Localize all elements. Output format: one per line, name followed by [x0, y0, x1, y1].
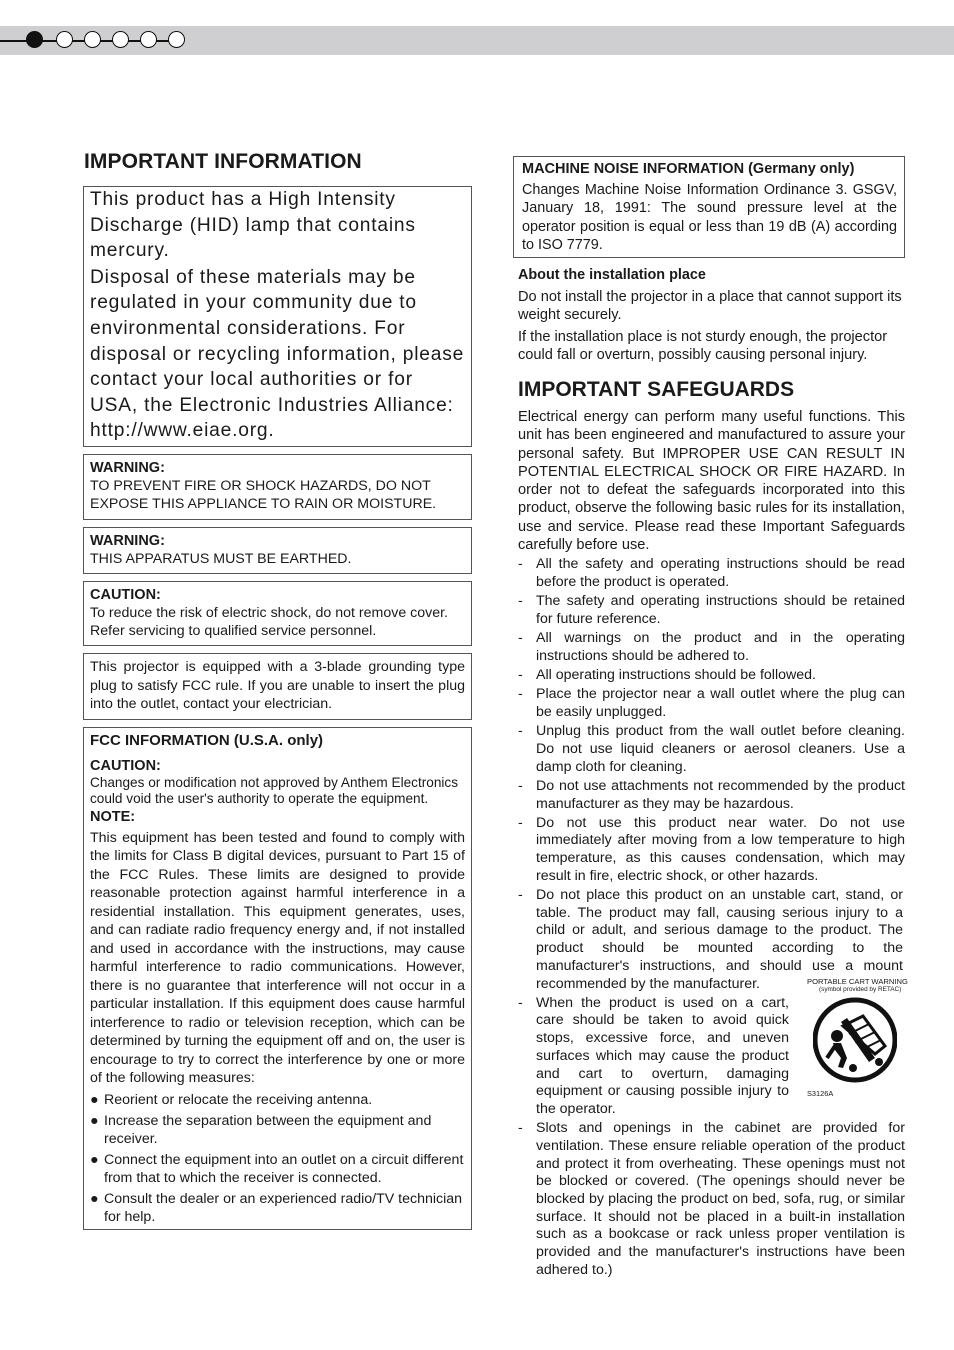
list-item: - When the product is used on a cart, care should be taken to avoid quick stops, excessive force, and uneven surfaces which may cause the product and cart to overturn, damaging equipment or causing possible injury to the operator.: [518, 994, 789, 1117]
grounding-plug-text: This projector is equipped with a 3-blade grounding type plug to satisfy FCC rule. If you are unable to insert the plug into the outlet, contact your electrician.: [90, 659, 465, 713]
safeguards-intro: Electrical energy can perform many useful functions. This unit has been engineered and manufactured to assure your personal safety. But IMPROPER USE CAN RESULT IN POTENTIAL ELECTRICAL SHOCK OR FIRE HAZARD. In order not to defeat the safeguards incorporated into this product, observe the following basic rules for its installation, use and service. Please read these Important Safeguards carefully before use.: [518, 409, 905, 554]
list-item: - Slots and openings in the cabinet are provided for ventilation. These ensure reliable operation of the product and protect it from overheating. These openings must not be blocked or covered. (The openings should never be blocked by placing the product on bed, sofa, rug, or similar surface. It should not be placed in a built-in installation such as a bookcase or rack unless proper ventilation is provided and the manufacturer's instructions have been adhered to.): [518, 1120, 905, 1278]
right-column: [513, 156, 908, 1280]
disposal-text: Disposal of these materials may be regulated in your community due to environmental considerations. For disposal or recycling information, please contact your local authorities or for USA, the Electronic Industries Alliance: http://www.eiae.org.: [90, 266, 465, 442]
bullet-icon: ●: [90, 1112, 99, 1129]
warning-earthed-box: [83, 527, 472, 574]
warning-label: WARNING:: [90, 532, 165, 549]
cart-warning-subcaption: (symbol provided by RETAC): [819, 986, 902, 993]
important-safeguards-title: IMPORTANT SAFEGUARDS: [518, 378, 795, 401]
list-item: - Place the projector near a wall outlet where the plug can be easily unplugged.: [518, 686, 905, 720]
bullet-icon: ●: [90, 1190, 99, 1207]
list-item: - Do not use this product near water. Do not use immediately after moving from a low temperature to high temperature, as this causes condensation, which may result in fire, electric shock, or other hazards.: [518, 814, 905, 884]
step-dot: [140, 31, 157, 48]
list-item: - Do not place this product on an unstable cart, stand, or table. The product may fall, causing serious injury to a child or adult, and serious damage to the product. The product should be mounted according to the manufacturer's instructions, and should use a mount recommended by the manufacturer.: [518, 887, 903, 992]
list-item: - Do not use attachments not recommended by the product manufacturer as they may be hazardous.: [518, 777, 905, 812]
important-information-title: IMPORTANT INFORMATION: [84, 150, 362, 173]
fcc-note-label: NOTE:: [90, 808, 136, 825]
list-item: - All warnings on the product and in the operating instructions should be adhered to.: [518, 630, 905, 664]
safeguards-list: [513, 556, 905, 1279]
fcc-title: FCC INFORMATION (U.S.A. only): [90, 731, 324, 749]
hid-lamp-text: This product has a High Intensity Discharge (HID) lamp that contains mercury.: [90, 189, 416, 262]
cart-warning-caption: PORTABLE CART WARNING: [807, 977, 908, 986]
step-dot-active: [26, 31, 43, 48]
warning-rain-text: TO PREVENT FIRE OR SHOCK HAZARDS, DO NOT EXPOSE THIS APPLIANCE TO RAIN OR MOISTURE.: [90, 477, 437, 513]
machine-noise-title: MACHINE NOISE INFORMATION (Germany only): [522, 161, 855, 177]
fcc-note-text: This equipment has been tested and found to comply with the limits for Class B digital devices, pursuant to Part 15 of the FCC Rules. These limits are designed to provide reasonable protection against harmful interference in a residential installation. This equipment generates, uses, and can radiate radio frequency energy and, if not installed and used in accordance with the instructions, may cause harmful interference to radio communications. However, there is no guarantee that interference will not occur in a particular installation. If this equipment does cause harmful interference to radio or television reception, which can be determined by turning the equipment off and on, the user is encourage to try to correct the interference by one or more of the following measures:: [90, 829, 465, 1087]
fcc-information-box: [83, 727, 472, 1230]
list-item: - The safety and operating instructions should be retained for future reference.: [518, 593, 905, 627]
list-item: ● Increase the separation between the equipment and receiver.: [90, 1112, 432, 1147]
list-item: ● Connect the equipment into an outlet on a circuit different from that to which the receiver is connected.: [90, 1151, 464, 1186]
step-dot: [112, 31, 129, 48]
installation-place-title: About the installation place: [518, 267, 706, 284]
list-item: ● Consult the dealer or an experienced radio/TV technician for help.: [90, 1190, 463, 1225]
cart-tipover-icon: [813, 996, 897, 1084]
caution-box: [83, 581, 472, 647]
left-column: [83, 150, 472, 1230]
step-dot: [56, 31, 73, 48]
warning-rain-box: [83, 454, 472, 520]
step-dot: [168, 31, 185, 48]
fcc-caution-label: CAUTION:: [90, 757, 161, 774]
grounding-plug-box: [83, 653, 472, 720]
installation-text-2: If the installation place is not sturdy enough, the projector could fall or overturn, possibly causing personal injury.: [518, 328, 888, 363]
bullet-icon: ●: [90, 1151, 99, 1168]
bullet-icon: ●: [90, 1091, 99, 1108]
list-item: ● Reorient or relocate the receiving antenna.: [90, 1091, 373, 1108]
list-item: - All operating instructions should be followed.: [518, 667, 816, 684]
caution-text: To reduce the risk of electric shock, do not remove cover. Refer servicing to qualified service personnel.: [90, 604, 449, 640]
machine-noise-text: Changes Machine Noise Information Ordinance 3. GSGV, January 18, 1991: The sound pressure level at the operator position is equal or less than 19 dB (A) according to ISO 7779.: [522, 182, 897, 253]
warning-earthed-text: THIS APPARATUS MUST BE EARTHED.: [90, 550, 352, 567]
machine-noise-box: [513, 156, 905, 258]
cart-warning-code: S3126A: [807, 1089, 834, 1098]
warning-label: WARNING:: [90, 459, 165, 476]
list-item: - Unplug this product from the wall outlet before cleaning. Do not use liquid cleaners or aerosol cleaners. Use a damp cloth for cleaning.: [518, 723, 905, 775]
fcc-measures-list: [90, 1091, 465, 1226]
installation-text-1: Do not install the projector in a place that cannot support its weight securely.: [518, 289, 902, 324]
step-dot: [84, 31, 101, 48]
fcc-caution-text: Changes or modification not approved by Anthem Electronics could void the user's authority to operate the equipment.: [90, 774, 458, 807]
caution-label: CAUTION:: [90, 586, 161, 603]
portable-cart-warning: [807, 977, 917, 1098]
hid-lamp-box: [83, 186, 472, 447]
list-item: - All the safety and operating instructions should be read before the product is operated.: [518, 556, 905, 591]
